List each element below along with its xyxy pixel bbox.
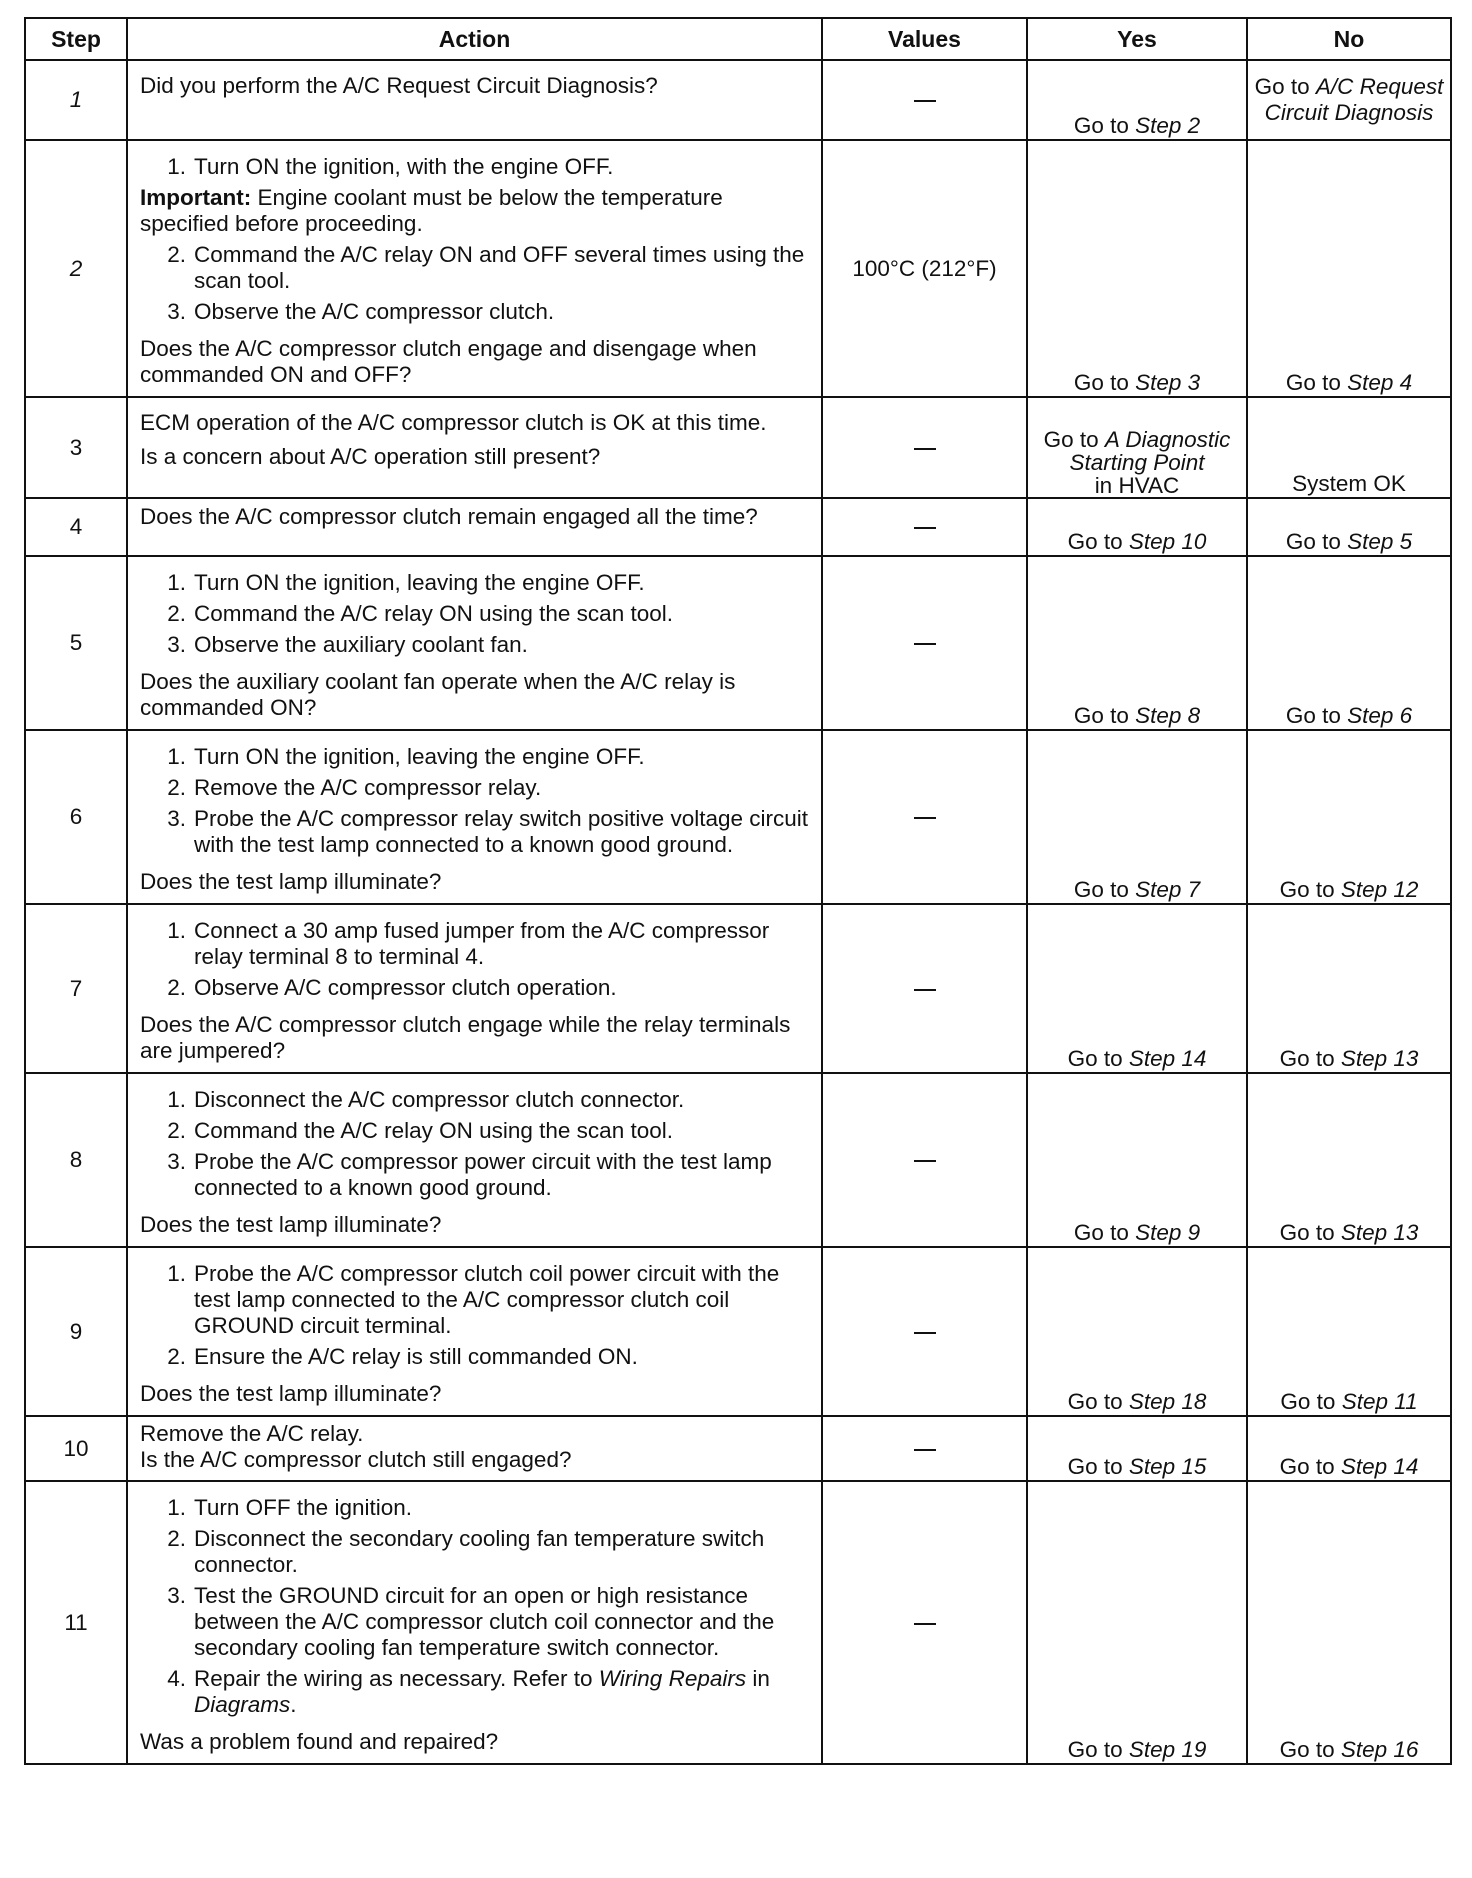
header-step: Step <box>25 18 127 60</box>
no-cell: Go to Step 11 <box>1247 1247 1451 1416</box>
action-text: ECM operation of the A/C compressor clutch is OK at this time. <box>140 410 767 435</box>
yes-cell: Go to Step 3 <box>1027 140 1247 397</box>
table-row <box>25 60 1451 140</box>
empty-value-dash <box>914 643 936 645</box>
list-item: 1. Turn ON the ignition, with the engine OFF. <box>167 154 614 179</box>
action-cell <box>127 1416 822 1481</box>
yes-cell: Go to Step 7 <box>1027 730 1247 904</box>
no-step-link[interactable]: Step 11 <box>1341 1389 1418 1414</box>
value-cell <box>822 397 1027 498</box>
list-item: 3. Observe the auxiliary coolant fan. <box>167 632 528 657</box>
action-cell <box>127 556 822 730</box>
value-cell <box>822 1073 1027 1247</box>
yes-step-link[interactable]: Step 18 <box>1128 1389 1207 1414</box>
step-number: 6 <box>25 730 127 904</box>
yes-step-link[interactable]: Step 2 <box>1135 113 1201 138</box>
list-item: 1. Probe the A/C compressor clutch coil power circuit with the test lamp connected to the A/C compressor clutch coil GROUND circuit terminal. <box>167 1261 780 1338</box>
step-number: 4 <box>25 498 127 556</box>
table-row <box>25 1073 1451 1247</box>
action-text: Remove the A/C relay. <box>140 1421 364 1446</box>
step-number: 8 <box>25 1073 127 1247</box>
empty-value-dash <box>914 989 936 991</box>
action-question: Does the test lamp illuminate? <box>140 869 442 894</box>
yes-cell: Go to Step 15 <box>1027 1416 1247 1481</box>
no-cell: Go to Step 14 <box>1247 1416 1451 1481</box>
no-step-link[interactable]: Step 16 <box>1340 1737 1419 1762</box>
yes-step-link[interactable]: Step 14 <box>1128 1046 1207 1071</box>
action-question: Did you perform the A/C Request Circuit Diagnosis? <box>140 73 658 98</box>
yes-step-link[interactable]: Step 9 <box>1135 1220 1201 1245</box>
no-step-link[interactable]: Step 5 <box>1347 529 1413 554</box>
action-cell <box>127 730 822 904</box>
empty-value-dash <box>914 100 936 102</box>
step-number: 11 <box>25 1481 127 1764</box>
no-step-link[interactable]: Step 14 <box>1340 1454 1419 1479</box>
action-cell <box>127 60 822 140</box>
value-cell <box>822 1247 1027 1416</box>
list-item: 2. Ensure the A/C relay is still commanded ON. <box>167 1344 638 1369</box>
yes-step-link[interactable]: Step 7 <box>1135 877 1201 902</box>
table-row <box>25 397 1451 498</box>
yes-cell <box>1027 60 1247 140</box>
list-item: 2. Observe A/C compressor clutch operation. <box>167 975 617 1000</box>
empty-value-dash <box>914 1160 936 1162</box>
empty-value-dash <box>914 448 936 450</box>
action-cell <box>127 1481 822 1764</box>
yes-cell: Go to Step 14 <box>1027 904 1247 1073</box>
list-item: 2. Command the A/C relay ON and OFF several times using the scan tool. <box>167 242 805 293</box>
important-note: Important: Engine coolant must be below the temperature specified before proceeding. <box>140 185 723 236</box>
action-cell <box>127 904 822 1073</box>
no-cell: Go to Step 13 <box>1247 1073 1451 1247</box>
empty-value-dash <box>914 1449 936 1451</box>
action-question: Does the auxiliary coolant fan operate when the A/C relay is commanded ON? <box>140 669 736 720</box>
no-cell: System OK <box>1247 397 1451 498</box>
no-step-link[interactable]: Step 13 <box>1340 1046 1419 1071</box>
action-cell <box>127 397 822 498</box>
empty-value-dash <box>914 527 936 529</box>
empty-value-dash <box>914 817 936 819</box>
value-cell <box>822 556 1027 730</box>
value-cell <box>822 730 1027 904</box>
table-row <box>25 904 1451 1073</box>
no-cell: Go to Step 5 <box>1247 498 1451 556</box>
yes-step-link[interactable]: Step 15 <box>1128 1454 1207 1479</box>
yes-step-link[interactable]: Step 19 <box>1128 1737 1207 1762</box>
wiring-repairs-link[interactable]: Wiring Repairs <box>598 1666 747 1691</box>
list-item: 3. Probe the A/C compressor relay switch positive voltage circuit with the test lamp connected to a known good ground. <box>167 806 809 857</box>
value-cell <box>822 904 1027 1073</box>
yes-cell: Go to Step 8 <box>1027 556 1247 730</box>
yes-step-link[interactable]: Step 8 <box>1135 703 1201 728</box>
action-question: Was a problem found and repaired? <box>140 1729 499 1754</box>
step-number: 9 <box>25 1247 127 1416</box>
table-header-row <box>25 18 1451 60</box>
list-item: 1. Connect a 30 amp fused jumper from the A/C compressor relay terminal 8 to terminal 4. <box>167 918 770 969</box>
no-cell: Go to Step 16 <box>1247 1481 1451 1764</box>
no-step-link[interactable]: Step 13 <box>1340 1220 1419 1245</box>
action-question: Does the test lamp illuminate? <box>140 1212 442 1237</box>
header-yes: Yes <box>1027 18 1247 60</box>
yes-goto-label: Go to <box>1073 113 1129 138</box>
table-row <box>25 1416 1451 1481</box>
value-cell: 100°C (212°F) <box>822 140 1027 397</box>
value-cell <box>822 60 1027 140</box>
list-item: 1. Turn ON the ignition, leaving the engine OFF. <box>167 744 645 769</box>
step-number: 3 <box>25 397 127 498</box>
table-row <box>25 556 1451 730</box>
list-item: 3. Probe the A/C compressor power circuit with the test lamp connected to a known good ground. <box>167 1149 772 1200</box>
list-item: 2. Command the A/C relay ON using the scan tool. <box>167 1118 673 1143</box>
list-item: 3. Test the GROUND circuit for an open or high resistance between the A/C compressor clutch coil connector and the secondary cooling fan temperature switch connector. <box>167 1583 775 1660</box>
table-row <box>25 730 1451 904</box>
no-goto-label: Go to <box>1254 74 1310 99</box>
yes-cell: Go to Step 9 <box>1027 1073 1247 1247</box>
no-cell <box>1247 60 1451 140</box>
yes-cell: Go to Step 10 <box>1027 498 1247 556</box>
no-step-link[interactable]: Step 6 <box>1347 703 1413 728</box>
action-cell <box>127 140 822 397</box>
yes-ref-link[interactable]: A Diagnostic Starting Point <box>1069 427 1231 475</box>
empty-value-dash <box>914 1623 936 1625</box>
no-cell: Go to Step 13 <box>1247 904 1451 1073</box>
step-number: 7 <box>25 904 127 1073</box>
no-cell: Go to Step 6 <box>1247 556 1451 730</box>
yes-cell: Go to Step 19 <box>1027 1481 1247 1764</box>
action-cell <box>127 1247 822 1416</box>
table-row <box>25 1247 1451 1416</box>
no-ref-link[interactable]: A/C Request Circuit Diagnosis <box>1264 74 1444 125</box>
list-item: 4. Repair the wiring as necessary. Refer to Wiring Repairs in Diagrams. <box>167 1666 770 1717</box>
yes-step-link[interactable]: Step 3 <box>1135 370 1201 395</box>
action-question: Is the A/C compressor clutch still engaged? <box>140 1447 572 1472</box>
table-row <box>25 1481 1451 1764</box>
yes-step-link[interactable]: Step 10 <box>1128 529 1207 554</box>
action-question: Does the A/C compressor clutch engage while the relay terminals are jumpered? <box>140 1012 791 1063</box>
action-cell <box>127 498 822 556</box>
step-number: 2 <box>25 140 127 397</box>
yes-cell: Go to Step 18 <box>1027 1247 1247 1416</box>
list-item: 1. Turn ON the ignition, leaving the engine OFF. <box>167 570 645 595</box>
list-item: 1. Disconnect the A/C compressor clutch connector. <box>167 1087 685 1112</box>
no-cell: Go to Step 4 <box>1247 140 1451 397</box>
table-row <box>25 498 1451 556</box>
action-question: Does the test lamp illuminate? <box>140 1381 442 1406</box>
header-no: No <box>1247 18 1451 60</box>
value-cell <box>822 1416 1027 1481</box>
no-step-link[interactable]: Step 12 <box>1340 877 1419 902</box>
list-item: 2. Remove the A/C compressor relay. <box>167 775 542 800</box>
action-question: Does the A/C compressor clutch remain engaged all the time? <box>140 504 758 529</box>
list-item: 2. Command the A/C relay ON using the scan tool. <box>167 601 673 626</box>
action-question: Is a concern about A/C operation still present? <box>140 444 601 469</box>
list-item: 2. Disconnect the secondary cooling fan temperature switch connector. <box>167 1526 765 1577</box>
action-cell <box>127 1073 822 1247</box>
empty-value-dash <box>914 1332 936 1334</box>
header-values: Values <box>822 18 1027 60</box>
header-action: Action <box>127 18 822 60</box>
action-question: Does the A/C compressor clutch engage and disengage when commanded ON and OFF? <box>140 336 757 387</box>
diagrams-link[interactable]: Diagrams <box>194 1692 291 1717</box>
step-number: 1 <box>25 60 127 140</box>
value-cell <box>822 1481 1027 1764</box>
yes-cell: Go to A Diagnostic Starting Point in HVAC <box>1027 397 1247 498</box>
no-cell: Go to Step 12 <box>1247 730 1451 904</box>
no-step-link[interactable]: Step 4 <box>1347 370 1413 395</box>
diagnostic-table <box>24 17 1452 1765</box>
step-number: 10 <box>25 1416 127 1481</box>
list-item: 3. Observe the A/C compressor clutch. <box>167 299 555 324</box>
step-number: 5 <box>25 556 127 730</box>
value-cell <box>822 498 1027 556</box>
table-row <box>25 140 1451 397</box>
list-item: 1. Turn OFF the ignition. <box>167 1495 413 1520</box>
